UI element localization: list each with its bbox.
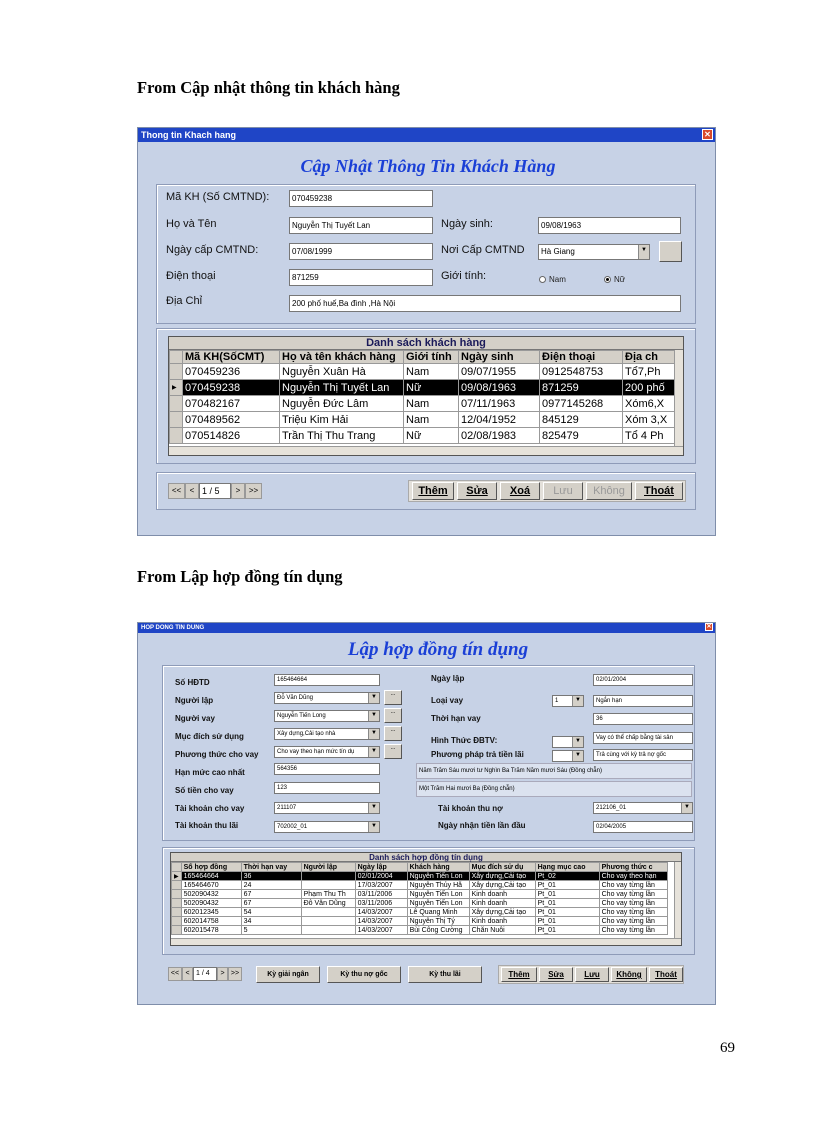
- loaivay-field[interactable]: Ngắn hạn: [593, 695, 693, 707]
- contract-grid-caption: Danh sách hợp đồng tín dụng: [171, 853, 681, 862]
- luu-button[interactable]: Lưu: [575, 967, 609, 982]
- nav-next-button[interactable]: >: [217, 967, 228, 981]
- table-cell[interactable]: 03/11/2006: [355, 899, 407, 908]
- chevron-down-icon[interactable]: ▼: [368, 822, 379, 832]
- table-cell[interactable]: 070459236: [183, 364, 280, 380]
- nav-position[interactable]: 1 / 5: [199, 483, 231, 499]
- table-row[interactable]: [172, 899, 668, 908]
- loaivay-code-value: 1: [555, 698, 559, 704]
- label-noicap: Nơi Cấp CMTND: [441, 244, 525, 256]
- row-selector[interactable]: [170, 364, 183, 380]
- phuongthuc-select[interactable]: [274, 746, 380, 758]
- chevron-down-icon[interactable]: ▼: [368, 693, 379, 703]
- table-cell[interactable]: 825479: [540, 428, 623, 444]
- table-cell[interactable]: Cho vay từng lần: [599, 890, 667, 899]
- form-title: Cập Nhật Thông Tin Khách Hàng: [300, 156, 556, 176]
- sohd-field[interactable]: 165464664: [274, 674, 380, 686]
- contract-grid[interactable]: [170, 852, 682, 946]
- table-cell[interactable]: Nam: [404, 396, 459, 412]
- table-cell[interactable]: 165464670: [181, 881, 241, 890]
- column-header[interactable]: Số hợp đồng: [181, 863, 241, 872]
- table-cell[interactable]: Nguyễn Xuân Hà: [280, 364, 404, 380]
- title-bar: [138, 623, 715, 633]
- table-cell[interactable]: Pt_01: [535, 926, 599, 935]
- table-cell[interactable]: 070514826: [183, 428, 280, 444]
- table-cell[interactable]: 09/08/1963: [459, 380, 540, 396]
- pptra-field[interactable]: Trả cùng với kỳ trả nợ gốc: [593, 749, 693, 761]
- table-cell[interactable]: 14/03/2007: [355, 908, 407, 917]
- row-selector[interactable]: [170, 396, 183, 412]
- horizontal-scrollbar[interactable]: [169, 446, 683, 455]
- label-ngaycap: Ngày cấp CMTND:: [166, 244, 259, 256]
- close-button[interactable]: ✕: [702, 129, 713, 140]
- nav-prev-button[interactable]: <: [182, 967, 193, 981]
- chevron-down-icon[interactable]: ▼: [368, 729, 379, 739]
- tkthuno-select[interactable]: [593, 802, 693, 814]
- table-cell[interactable]: 871259: [540, 380, 623, 396]
- label-hoten: Họ và Tên: [166, 218, 217, 230]
- table-cell[interactable]: 14/03/2007: [355, 917, 407, 926]
- chevron-down-icon[interactable]: ▼: [681, 803, 692, 813]
- table-row[interactable]: [172, 926, 668, 935]
- customer-grid-header: [170, 351, 675, 364]
- khong-button[interactable]: Không: [611, 967, 647, 982]
- table-cell[interactable]: Nữ: [404, 380, 459, 396]
- hanmuc-field[interactable]: 564356: [274, 763, 380, 775]
- kythulai-button[interactable]: Kỳ thu lãi: [408, 966, 482, 983]
- table-cell[interactable]: Pt_02: [535, 872, 599, 881]
- table-cell[interactable]: Nữ: [404, 428, 459, 444]
- table-cell[interactable]: Cho vay từng lần: [599, 926, 667, 935]
- table-cell[interactable]: 602012345: [181, 908, 241, 917]
- table-cell[interactable]: [301, 872, 355, 881]
- title-bar: [138, 128, 715, 142]
- column-header[interactable]: Khách hàng: [407, 863, 469, 872]
- column-header[interactable]: Người lập: [301, 863, 355, 872]
- thoihan-field[interactable]: 36: [593, 713, 693, 725]
- table-cell[interactable]: Tổ 4 Ph: [623, 428, 675, 444]
- table-cell[interactable]: Nam: [404, 364, 459, 380]
- ngaynhan-field[interactable]: 02/04/2005: [593, 821, 693, 833]
- table-cell[interactable]: Kinh doanh: [469, 890, 535, 899]
- phuongthuc-value: Cho vay theo hạn mức tín dụ: [277, 749, 355, 755]
- row-selector[interactable]: [172, 890, 182, 899]
- label-phuongthuc: Phương thức cho vay: [175, 750, 259, 759]
- nav-first-button[interactable]: <<: [168, 967, 182, 981]
- table-cell[interactable]: 070489562: [183, 412, 280, 428]
- row-selector-header: [172, 863, 182, 872]
- nav-first-button[interactable]: <<: [168, 483, 185, 499]
- chevron-down-icon[interactable]: ▼: [572, 737, 583, 747]
- label-gioitinh: Giới tính:: [441, 270, 487, 282]
- label-tkthulai: Tài khoản thu lãi: [175, 821, 239, 830]
- row-selector[interactable]: [172, 881, 182, 890]
- table-cell[interactable]: Tổ7,Ph: [623, 364, 675, 380]
- mucdich-extra-button[interactable]: ...: [384, 726, 402, 741]
- table-cell[interactable]: 24: [241, 881, 301, 890]
- nav-position[interactable]: 1 / 4: [193, 967, 217, 981]
- vertical-scrollbar[interactable]: [674, 350, 683, 446]
- column-header[interactable]: Mã KH(SốCMT): [183, 351, 280, 364]
- table-cell[interactable]: Nguyễn Tiến Lon: [407, 872, 469, 881]
- table-row[interactable]: [172, 908, 668, 917]
- radio-dot-icon: [539, 276, 546, 283]
- section-heading-2: From Lập hợp đồng tín dụng: [137, 567, 343, 586]
- label-dienthoai: Điện thoại: [166, 270, 216, 282]
- table-cell[interactable]: 845129: [540, 412, 623, 428]
- table-cell[interactable]: Nguyễn Thủy Hằ: [407, 881, 469, 890]
- row-pointer-icon[interactable]: ▶: [170, 380, 183, 396]
- row-selector[interactable]: [170, 412, 183, 428]
- row-selector[interactable]: [170, 428, 183, 444]
- table-cell[interactable]: 602015478: [181, 926, 241, 935]
- column-header[interactable]: Địa ch: [623, 351, 675, 364]
- row-selector[interactable]: [172, 917, 182, 926]
- sotien-text-field: Một Trăm Hai mươi Ba (Đồng chẵn): [416, 781, 692, 797]
- column-header[interactable]: Giới tính: [404, 351, 459, 364]
- noicap-value: Hà Giang: [541, 247, 575, 256]
- label-hanmuc: Hạn mức cao nhất: [175, 768, 245, 777]
- nguoilap-select[interactable]: [274, 692, 380, 704]
- table-row[interactable]: [170, 364, 675, 380]
- luu-button[interactable]: Lưu: [543, 482, 583, 500]
- nguoivay-extra-button[interactable]: ...: [384, 708, 402, 723]
- pptra-select[interactable]: [552, 750, 584, 762]
- dienthoai-field[interactable]: 871259: [289, 269, 433, 286]
- table-cell[interactable]: [301, 926, 355, 935]
- ngaysinh-field[interactable]: 09/08/1963: [538, 217, 681, 234]
- row-pointer-icon[interactable]: ▶: [172, 872, 182, 881]
- khong-button[interactable]: Không: [586, 482, 632, 500]
- sua-button[interactable]: Sửa: [457, 482, 497, 500]
- contract-grid-header: [172, 863, 668, 872]
- table-row[interactable]: [170, 428, 675, 444]
- table-cell[interactable]: 02/01/2004: [355, 872, 407, 881]
- chevron-down-icon[interactable]: ▼: [368, 803, 379, 813]
- table-cell[interactable]: Nguyễn Tiến Lon: [407, 890, 469, 899]
- chevron-down-icon[interactable]: ▼: [368, 747, 379, 757]
- table-cell[interactable]: 165464664: [181, 872, 241, 881]
- section-heading-1: From Cập nhật thông tin khách hàng: [137, 78, 400, 97]
- table-cell[interactable]: Cho vay từng lần: [599, 899, 667, 908]
- table-cell[interactable]: Xây dựng,Cải tạo: [469, 881, 535, 890]
- table-cell[interactable]: 17/03/2007: [355, 881, 407, 890]
- label-ngaysinh: Ngày sinh:: [441, 218, 493, 230]
- table-cell[interactable]: Chăn Nuôi: [469, 926, 535, 935]
- table-cell[interactable]: Phạm Thu Th: [301, 890, 355, 899]
- label-nguoilap: Người lập: [175, 696, 214, 705]
- customer-grid[interactable]: [168, 336, 684, 456]
- mucdich-value: Xây dựng,Cải tạo nhà: [277, 731, 336, 737]
- tkthulai-select[interactable]: [274, 821, 380, 833]
- label-makh: Mã KH (Số CMTND):: [166, 191, 270, 203]
- label-tkthuno: Tài khoản thu nợ: [438, 804, 503, 813]
- table-cell[interactable]: Triệu Kim Hải: [280, 412, 404, 428]
- chevron-down-icon[interactable]: ▼: [572, 696, 583, 706]
- table-cell[interactable]: 03/11/2006: [355, 890, 407, 899]
- radio-nu[interactable]: [604, 275, 625, 284]
- table-cell[interactable]: Lê Quang Minh: [407, 908, 469, 917]
- nguoilap-value: Đỗ Văn Dũng: [277, 695, 314, 701]
- table-cell[interactable]: Pt_01: [535, 890, 599, 899]
- table-cell[interactable]: Kinh doanh: [469, 917, 535, 926]
- table-cell[interactable]: 09/07/1955: [459, 364, 540, 380]
- form-title: Lập hợp đồng tín dụng: [347, 639, 529, 660]
- row-selector[interactable]: [172, 908, 182, 917]
- label-nguoivay: Người vay: [175, 714, 215, 723]
- record-navigator: [168, 967, 242, 981]
- tkchovay-select[interactable]: [274, 802, 380, 814]
- thoat-button[interactable]: Thoát: [635, 482, 683, 500]
- table-cell[interactable]: 602014758: [181, 917, 241, 926]
- thoat-button[interactable]: Thoát: [649, 967, 683, 982]
- ngaylap-field[interactable]: 02/01/2004: [593, 674, 693, 686]
- record-navigator: [168, 483, 262, 499]
- nav-last-button[interactable]: >>: [245, 483, 262, 499]
- customer-grid-caption: Danh sách khách hàng: [169, 337, 683, 350]
- close-button[interactable]: ✕: [706, 624, 712, 630]
- table-cell[interactable]: Xóm6,X: [623, 396, 675, 412]
- table-row[interactable]: [170, 412, 675, 428]
- them-button[interactable]: Thêm: [412, 482, 454, 500]
- column-header[interactable]: Họ và tên khách hàng: [280, 351, 404, 364]
- chevron-down-icon[interactable]: ▼: [368, 711, 379, 721]
- table-row[interactable]: [172, 890, 668, 899]
- chevron-down-icon[interactable]: ▼: [638, 245, 649, 259]
- table-cell[interactable]: Nguyễn Thị Tuyết Lan: [280, 380, 404, 396]
- table-cell[interactable]: Kinh doanh: [469, 899, 535, 908]
- table-cell[interactable]: 54: [241, 908, 301, 917]
- column-header[interactable]: Điện thoại: [540, 351, 623, 364]
- nav-next-button[interactable]: >: [231, 483, 245, 499]
- them-button[interactable]: Thêm: [501, 967, 537, 982]
- contract-window: [137, 622, 716, 1005]
- label-ngaylap: Ngày lập: [431, 674, 465, 683]
- chevron-down-icon[interactable]: ▼: [572, 751, 583, 761]
- tkthuno-value: 212106_01: [596, 805, 627, 811]
- label-sotien: Số tiền cho vay: [175, 786, 234, 795]
- makh-field[interactable]: 070459238: [289, 190, 433, 207]
- mucdich-select[interactable]: [274, 728, 380, 740]
- table-cell[interactable]: Trần Thị Thu Trang: [280, 428, 404, 444]
- label-tkchovay: Tài khoản cho vay: [175, 804, 245, 813]
- table-row[interactable]: [172, 881, 668, 890]
- table-cell[interactable]: 0977145268: [540, 396, 623, 412]
- column-header[interactable]: Ngày sinh: [459, 351, 540, 364]
- table-cell[interactable]: 0912548753: [540, 364, 623, 380]
- table-cell[interactable]: 14/03/2007: [355, 926, 407, 935]
- ngaycap-field[interactable]: 07/08/1999: [289, 243, 433, 260]
- table-cell[interactable]: Pt_01: [535, 908, 599, 917]
- row-selector-header: [170, 351, 183, 364]
- noicap-extra-button[interactable]: [659, 241, 682, 262]
- column-header[interactable]: Mục đích sử dụ: [469, 863, 535, 872]
- table-cell[interactable]: [301, 881, 355, 890]
- table-cell[interactable]: 07/11/1963: [459, 396, 540, 412]
- row-selector[interactable]: [172, 899, 182, 908]
- table-cell[interactable]: [301, 908, 355, 917]
- radio-nu-label: Nữ: [614, 275, 626, 284]
- table-cell[interactable]: Nguyễn Thị Tý: [407, 917, 469, 926]
- table-cell[interactable]: 200 phố: [623, 380, 675, 396]
- table-cell[interactable]: Pt_01: [535, 881, 599, 890]
- label-diachi: Địa Chỉ: [166, 295, 203, 307]
- table-row[interactable]: [170, 396, 675, 412]
- sotien-field[interactable]: 123: [274, 782, 380, 794]
- table-cell[interactable]: 34: [241, 917, 301, 926]
- table-cell[interactable]: 502090432: [181, 890, 241, 899]
- column-header[interactable]: Thời hạn vay: [241, 863, 301, 872]
- vertical-scrollbar[interactable]: [674, 862, 681, 938]
- nguoivay-value: Nguyễn Tiến Long: [277, 713, 326, 719]
- table-cell[interactable]: 502090432: [181, 899, 241, 908]
- table-cell[interactable]: Cho vay từng lần: [599, 917, 667, 926]
- table-cell[interactable]: 070459238: [183, 380, 280, 396]
- table-cell[interactable]: 5: [241, 926, 301, 935]
- row-selector[interactable]: [172, 926, 182, 935]
- nguoilap-extra-button[interactable]: ...: [384, 690, 402, 705]
- nav-prev-button[interactable]: <: [185, 483, 199, 499]
- column-header[interactable]: Hạng mục cao: [535, 863, 599, 872]
- table-cell[interactable]: Xóm 3,X: [623, 412, 675, 428]
- radio-nam[interactable]: [539, 275, 566, 284]
- label-mucdich: Mục đích sử dụng: [175, 732, 244, 741]
- sua-button[interactable]: Sửa: [539, 967, 573, 982]
- table-cell[interactable]: Pt_01: [535, 899, 599, 908]
- table-cell[interactable]: Cho vay theo hạn: [599, 872, 667, 881]
- label-hinhthuc: Hình Thức ĐBTV:: [431, 736, 498, 745]
- loaivay-code-select[interactable]: [552, 695, 584, 707]
- tkthulai-value: 702002_01: [277, 824, 308, 830]
- phuongthuc-extra-button[interactable]: ...: [384, 744, 402, 759]
- action-bar: [498, 965, 684, 984]
- tkchovay-value: 211107: [277, 805, 297, 811]
- window-title: Thong tin Khach hang: [141, 130, 236, 140]
- label-ngaynhan: Ngày nhận tiền lần đầu: [438, 821, 526, 830]
- table-cell[interactable]: 070482167: [183, 396, 280, 412]
- table-cell[interactable]: Bùi Công Cường: [407, 926, 469, 935]
- column-header[interactable]: Phương thức c: [599, 863, 667, 872]
- nav-last-button[interactable]: >>: [228, 967, 242, 981]
- hoten-field[interactable]: Nguyễn Thị Tuyết Lan: [289, 217, 433, 234]
- hanmuc-text-field: Năm Trăm Sáu mươi tư Nghìn Ba Trăm Năm mươi Sáu (Đồng chẵn): [416, 763, 692, 779]
- customer-window: [137, 127, 716, 536]
- table-cell[interactable]: 02/08/1983: [459, 428, 540, 444]
- hinhthuc-select[interactable]: [552, 736, 584, 748]
- table-row[interactable]: [170, 380, 675, 396]
- table-cell[interactable]: Nam: [404, 412, 459, 428]
- radio-nam-label: Nam: [549, 275, 566, 284]
- kythunogoc-button[interactable]: Kỳ thu nợ gốc: [327, 966, 401, 983]
- noicap-select[interactable]: [538, 244, 650, 260]
- table-cell[interactable]: Pt_01: [535, 917, 599, 926]
- table-row[interactable]: [172, 917, 668, 926]
- table-row[interactable]: [172, 872, 668, 881]
- hinhthuc-field[interactable]: Vay có thể chấp bằng tài sản: [593, 732, 693, 744]
- table-cell[interactable]: 12/04/1952: [459, 412, 540, 428]
- column-header[interactable]: Ngày lập: [355, 863, 407, 872]
- action-bar: [408, 480, 686, 502]
- kygiangan-button[interactable]: Kỳ giải ngân: [256, 966, 320, 983]
- diachi-field[interactable]: 200 phố huế,Ba đình ,Hà Nội: [289, 295, 681, 312]
- table-cell[interactable]: Xây dựng,Cải tạo: [469, 872, 535, 881]
- label-loaivay: Loại vay: [431, 696, 464, 705]
- table-cell[interactable]: Xây dựng,Cải tạo: [469, 908, 535, 917]
- radio-dot-selected-icon: [604, 276, 611, 283]
- table-cell[interactable]: Cho vay từng lần: [599, 908, 667, 917]
- horizontal-scrollbar[interactable]: [171, 938, 681, 945]
- table-cell[interactable]: [301, 917, 355, 926]
- table-cell[interactable]: Cho vay từng lần: [599, 881, 667, 890]
- table-cell[interactable]: 36: [241, 872, 301, 881]
- page-number: 69: [720, 1040, 735, 1056]
- xoa-button[interactable]: Xoá: [500, 482, 540, 500]
- table-cell[interactable]: 67: [241, 899, 301, 908]
- table-cell[interactable]: 67: [241, 890, 301, 899]
- table-cell[interactable]: Đỗ Văn Dũng: [301, 899, 355, 908]
- label-sohd: Số HĐTD: [175, 678, 210, 687]
- label-thoihan: Thời hạn vay: [431, 714, 481, 723]
- table-cell[interactable]: Nguyễn Đức Lâm: [280, 396, 404, 412]
- table-cell[interactable]: Nguyễn Tiến Lon: [407, 899, 469, 908]
- nguoivay-select[interactable]: [274, 710, 380, 722]
- window-title: HOP DONG TIN DUNG: [141, 625, 205, 631]
- label-pptra: Phương pháp trả tiền lãi: [431, 750, 524, 759]
